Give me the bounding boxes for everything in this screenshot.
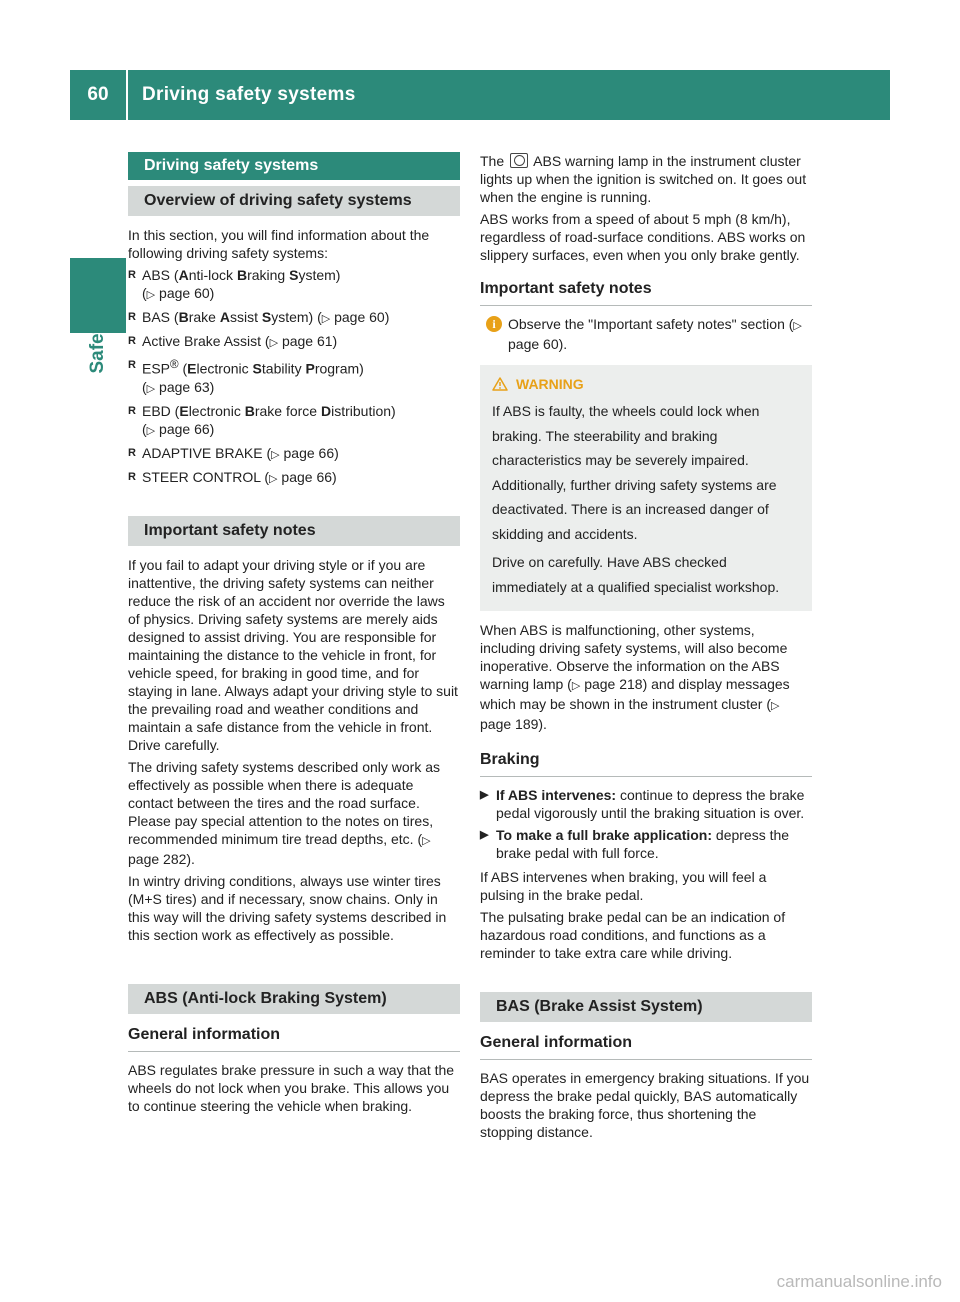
section-tab-label: Safety — [87, 316, 108, 374]
page-ref-link[interactable]: page 63) — [159, 378, 215, 395]
warning-label: WARNING — [516, 376, 584, 392]
list-item: R EBD (Electronic Brake force Distribution) (▷ page 66) — [128, 402, 460, 440]
safety-paragraph-1: If you fail to adapt your driving style or if you are inattentive, the driving safety systems can neither reduce the risk of an accident nor override the laws of physics. Driving safety systems are merely aids designed to assist driving. You are responsible for maintaining the distance to the vehicle in front, for vehicle speed, for braking in good time, and for staying in lane. Always adapt your driving style to suit the prevailing road and weather conditions and maintain a safe distance from the vehicle in front. Drive carefully. — [128, 556, 458, 753]
page-ref-link[interactable]: page 189). — [480, 716, 547, 732]
abs-paragraph: ABS regulates brake pressure in such a way that the wheels do not lock when you brake. This allows you to continue steering the vehicle when braking. — [128, 1061, 455, 1114]
abs-speed-paragraph: ABS works from a speed of about 5 mph (8 km/h), regardless of road-surface conditions. ABS works on slippery surfaces, even when you only brake gently. — [480, 211, 806, 263]
page-ref-arrow-icon: ▷ — [321, 313, 331, 325]
list-item: R ADAPTIVE BRAKE (▷ page 66) — [128, 444, 460, 464]
section-heading-bas: BAS (Brake Assist System) — [480, 992, 812, 1022]
warning-box — [480, 365, 812, 611]
warning-triangle-icon — [492, 377, 508, 391]
page-ref-link[interactable]: page 218) and display messages which may be shown in the instrument cluster ( — [480, 676, 790, 712]
page-ref-arrow-icon: ▷ — [146, 382, 156, 395]
chapter-heading: Driving safety systems — [128, 152, 460, 180]
page-ref-link[interactable]: page 60) — [159, 285, 215, 301]
page-ref-arrow-icon: ▷ — [793, 320, 802, 332]
braking-steps — [480, 786, 812, 862]
warning-text-2: Drive on carefully. Have ABS checked immediately at a qualified specialist workshop. — [492, 554, 780, 595]
list-item: R ESP® (Electronic Stability Program) (▷ page 63) — [128, 356, 460, 398]
list-item: R ABS (Anti-lock Braking System) (▷ page 60) — [128, 266, 460, 304]
section-heading-abs: ABS (Anti-lock Braking System) — [128, 984, 460, 1014]
section-tab — [70, 300, 126, 390]
page-ref-arrow-icon: ▷ — [571, 680, 581, 692]
list-item: R BAS (Brake Assist System) (▷ page 60) — [128, 308, 460, 328]
list-item: R STEER CONTROL (▷ page 66) — [128, 468, 460, 488]
warning-header — [492, 375, 800, 393]
step-arrow-icon: ▶ — [480, 789, 489, 801]
page-ref-arrow-icon: ▷ — [269, 337, 279, 349]
page-ref-link[interactable]: page 61) — [281, 333, 338, 349]
safety-paragraph-3: In wintry driving conditions, always use winter tires (M+S tires) and if necessary, snow chains. Only in this way will the driving safety systems described in this section work as effectively as possible. — [128, 872, 447, 943]
page-ref-link[interactable]: page 66) — [159, 420, 215, 437]
page-ref-link[interactable]: page 60). — [508, 336, 568, 352]
list-item: R Active Brake Assist (▷ page 61) — [128, 332, 460, 352]
subheading-bas-general-information: General information — [480, 1032, 812, 1060]
subheading-braking: Braking — [480, 749, 812, 777]
page-ref-link[interactable]: page 66) — [283, 444, 339, 461]
page-number: 60 — [87, 84, 109, 105]
page-ref-arrow-icon: ▷ — [422, 834, 431, 847]
info-icon: i — [486, 316, 502, 332]
braking-paragraph-2: The pulsating brake pedal can be an indication of hazardous road conditions, and functions as a reminder to take extra care while driving. — [480, 909, 786, 961]
page-ref-arrow-icon: ▷ — [269, 472, 278, 485]
page-ref-link[interactable]: page 66) — [281, 468, 337, 485]
abs-warning-lamp-icon — [510, 153, 528, 168]
list-item: ▶ If ABS intervenes: continue to depress the brake pedal vigorously until the braking situation is over. — [480, 787, 805, 821]
page-ref-arrow-icon: ▷ — [146, 289, 156, 301]
page-ref-arrow-icon: ▷ — [146, 424, 156, 437]
section-heading-overview: Overview of driving safety systems — [128, 186, 460, 216]
left-column — [128, 152, 460, 1119]
systems-list — [128, 266, 460, 488]
page-ref-arrow-icon: ▷ — [771, 700, 780, 712]
header-title: Driving safety systems — [142, 84, 356, 105]
right-column — [480, 152, 812, 1145]
braking-paragraph-1: If ABS intervenes when braking, you will feel a pulsing in the brake pedal. — [480, 869, 767, 903]
subheading-safety-notes: Important safety notes — [480, 278, 812, 306]
malfunction-paragraph: When ABS is malfunctioning, other systems, including driving safety systems, will also become inoperative. Observe the information on the ABS warning lamp (▷ page 218) and display messages which may be shown in the instrument cluster (▷ page 189). — [480, 622, 790, 732]
header-divider — [126, 70, 128, 120]
abs-lamp-paragraph: The ABS warning lamp in the instrument cluster lights up when the ignition is switched on. It goes out when the engine is running. — [480, 153, 807, 205]
page-ref-link[interactable]: page 282). — [128, 850, 195, 867]
page-ref-link[interactable]: page 60) — [334, 309, 390, 325]
warning-text-1: If ABS is faulty, the wheels could lock when braking. The steerability and braking characteristics may be severely impaired. Additionally, further driving safety systems are deactivated. There is an increased danger of skidding and accidents. — [492, 403, 777, 542]
step-arrow-icon: ▶ — [480, 829, 489, 841]
overview-intro: In this section, you will find information about the following driving safety systems: — [128, 227, 430, 261]
watermark: carmanualsonline.info — [776, 1272, 942, 1291]
section-heading-safety-notes: Important safety notes — [128, 516, 460, 546]
list-item: ▶ To make a full brake application: depress the brake pedal with full force. — [480, 827, 790, 861]
subheading-general-information: General information — [128, 1024, 460, 1052]
safety-paragraph-2: The driving safety systems described only work as effectively as possible when there is adequate contact between the tires and the road surface. Please pay special attention to the notes on tires, recommended minimum tire tread depths, etc. (▷ page 282). — [128, 758, 441, 867]
bas-paragraph: BAS operates in emergency braking situations. If you depress the brake pedal quickly, BAS automatically boosts the braking force, thus shortening the stopping distance. — [480, 1070, 810, 1140]
info-note: i Observe the "Important safety notes" section (▷ page 60). — [480, 315, 812, 353]
page-ref-arrow-icon: ▷ — [271, 448, 280, 461]
